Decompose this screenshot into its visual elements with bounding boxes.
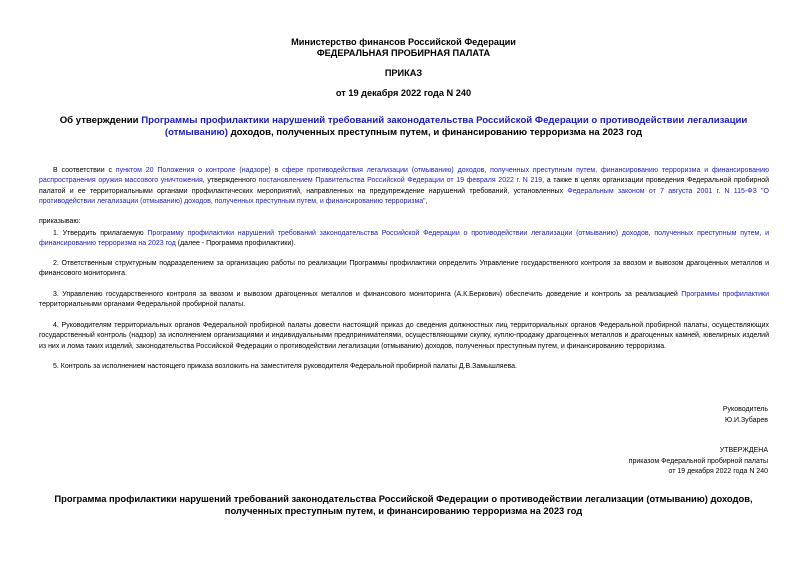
doc-type-heading: ПРИКАЗ — [384, 68, 423, 78]
doc-date-number: от 19 декабря 2022 года N 240 — [335, 88, 472, 98]
title-prefix: Об утверждении — [59, 115, 142, 126]
item-3-text-2: территориальными органами Федеральной пробирной палаты. — [39, 301, 246, 309]
preamble-paragraph — [39, 166, 769, 207]
approval-stamp: УТВЕРЖДЕНА — [719, 447, 768, 454]
preamble-text-1: В соответствии с — [53, 167, 116, 174]
preamble-link-decree[interactable]: постановлением Правительства Российской Федерации от 19 февраля 2022 г. N 219 — [258, 177, 543, 185]
item-1-text-2: (далее - Программа профилактики). — [175, 240, 296, 248]
item-1-text-1: 1. Утвердить прилагаемую — [53, 230, 148, 237]
order-item-1 — [39, 229, 769, 250]
preamble-text-2: , утвержденного — [202, 177, 259, 185]
program-title: Программа профилактики нарушений требований законодательства Российской Федерации о противодействии легализации (отмыванию) доходов, полученных преступным путем, и финансированию терроризма на 2023 год — [54, 493, 753, 516]
order-item-3 — [39, 290, 769, 311]
preamble-text-4: , — [425, 197, 428, 205]
order-item-5: 5. Контроль за исполнением настоящего приказа возложить на заместителя руководителя Федеральной пробирной палаты Д.В.Замышляева. — [53, 363, 517, 370]
preamble-text-3: , а также в целях организации проведения Федеральной пробирной палатой и ее территориальными органами профилактических мероприятий, направленных на предупреждение нарушений требований, установленных — [39, 177, 769, 195]
order-word: приказываю: — [39, 218, 81, 225]
document-title — [40, 115, 767, 139]
approval-line-2: от 19 декабря 2022 года N 240 — [668, 468, 768, 475]
approval-block — [629, 446, 768, 478]
preamble-link-regulation[interactable]: пунктом 20 Положения о контроле (надзоре) в сфере противодействия легализации (отмыванию) доходов, полученных преступным путем, финансированию терроризма и финансированию распространения оружия массового уничтожения — [39, 167, 769, 185]
chamber-heading: ФЕДЕРАЛЬНАЯ ПРОБИРНАЯ ПАЛАТА — [316, 48, 491, 58]
order-item-4: 4. Руководителям территориальных органов Федеральной пробирной палаты довести настоящий приказ до сведения должностных лиц территориальных органов Федеральной пробирной палаты, осуществляющих государственный контроль (надзор) за исполнением организациями и индивидуальными предпринимателями, осуществляющими скупку, куплю-продажу драгоценных металлов и драгоценных камней, ювелирных изделий из них и лома таких изделий, законодательства Российской Федерации о противодействии легализации (отмыванию) доходов, полученных преступным путем, и финансированию терроризма. — [39, 322, 769, 350]
approval-line-1: приказом Федеральной пробирной палаты — [628, 457, 768, 465]
item-1-program-link[interactable]: Программу профилактики нарушений требований законодательства Российской Федерации о противодействии легализации (отмыванию) доходов, полученных преступным путем, и финансированию терроризма на 2023 год — [39, 230, 769, 248]
signatory-role: Руководитель — [722, 406, 768, 413]
title-suffix: доходов, полученных преступным путем, и финансированию терроризма на 2023 год — [227, 127, 643, 138]
title-program-link[interactable]: Программы профилактики нарушений требований законодательства Российской Федерации о противодействии легализации (отмыванию) — [141, 115, 748, 138]
signatory-name: Ю.И.Зубарев — [724, 416, 768, 424]
ministry-heading: Министерство финансов Российской Федерации — [291, 37, 516, 47]
preamble-link-federal-law[interactable]: Федеральным законом от 7 августа 2001 г. N 115-ФЗ "О противодействии легализации (отмыванию) доходов, полученных преступным путем, и финансированию терроризма" — [39, 187, 770, 205]
signature-block — [723, 405, 768, 426]
item-3-program-link[interactable]: Программы профилактики — [681, 291, 770, 298]
order-item-2: 2. Ответственным структурным подразделением за организацию работы по реализации Программы профилактики определить Управление государственного контроля за ввозом и вывозом драгоценных металлов и финансового мониторинга. — [39, 260, 769, 278]
item-3-text-1: 3. Управлению государственного контроля за ввозом и вывозом драгоценных металлов и финансового мониторинга (А.К.Беркович) обеспечить доведение и контроль за реализацией — [53, 291, 682, 298]
